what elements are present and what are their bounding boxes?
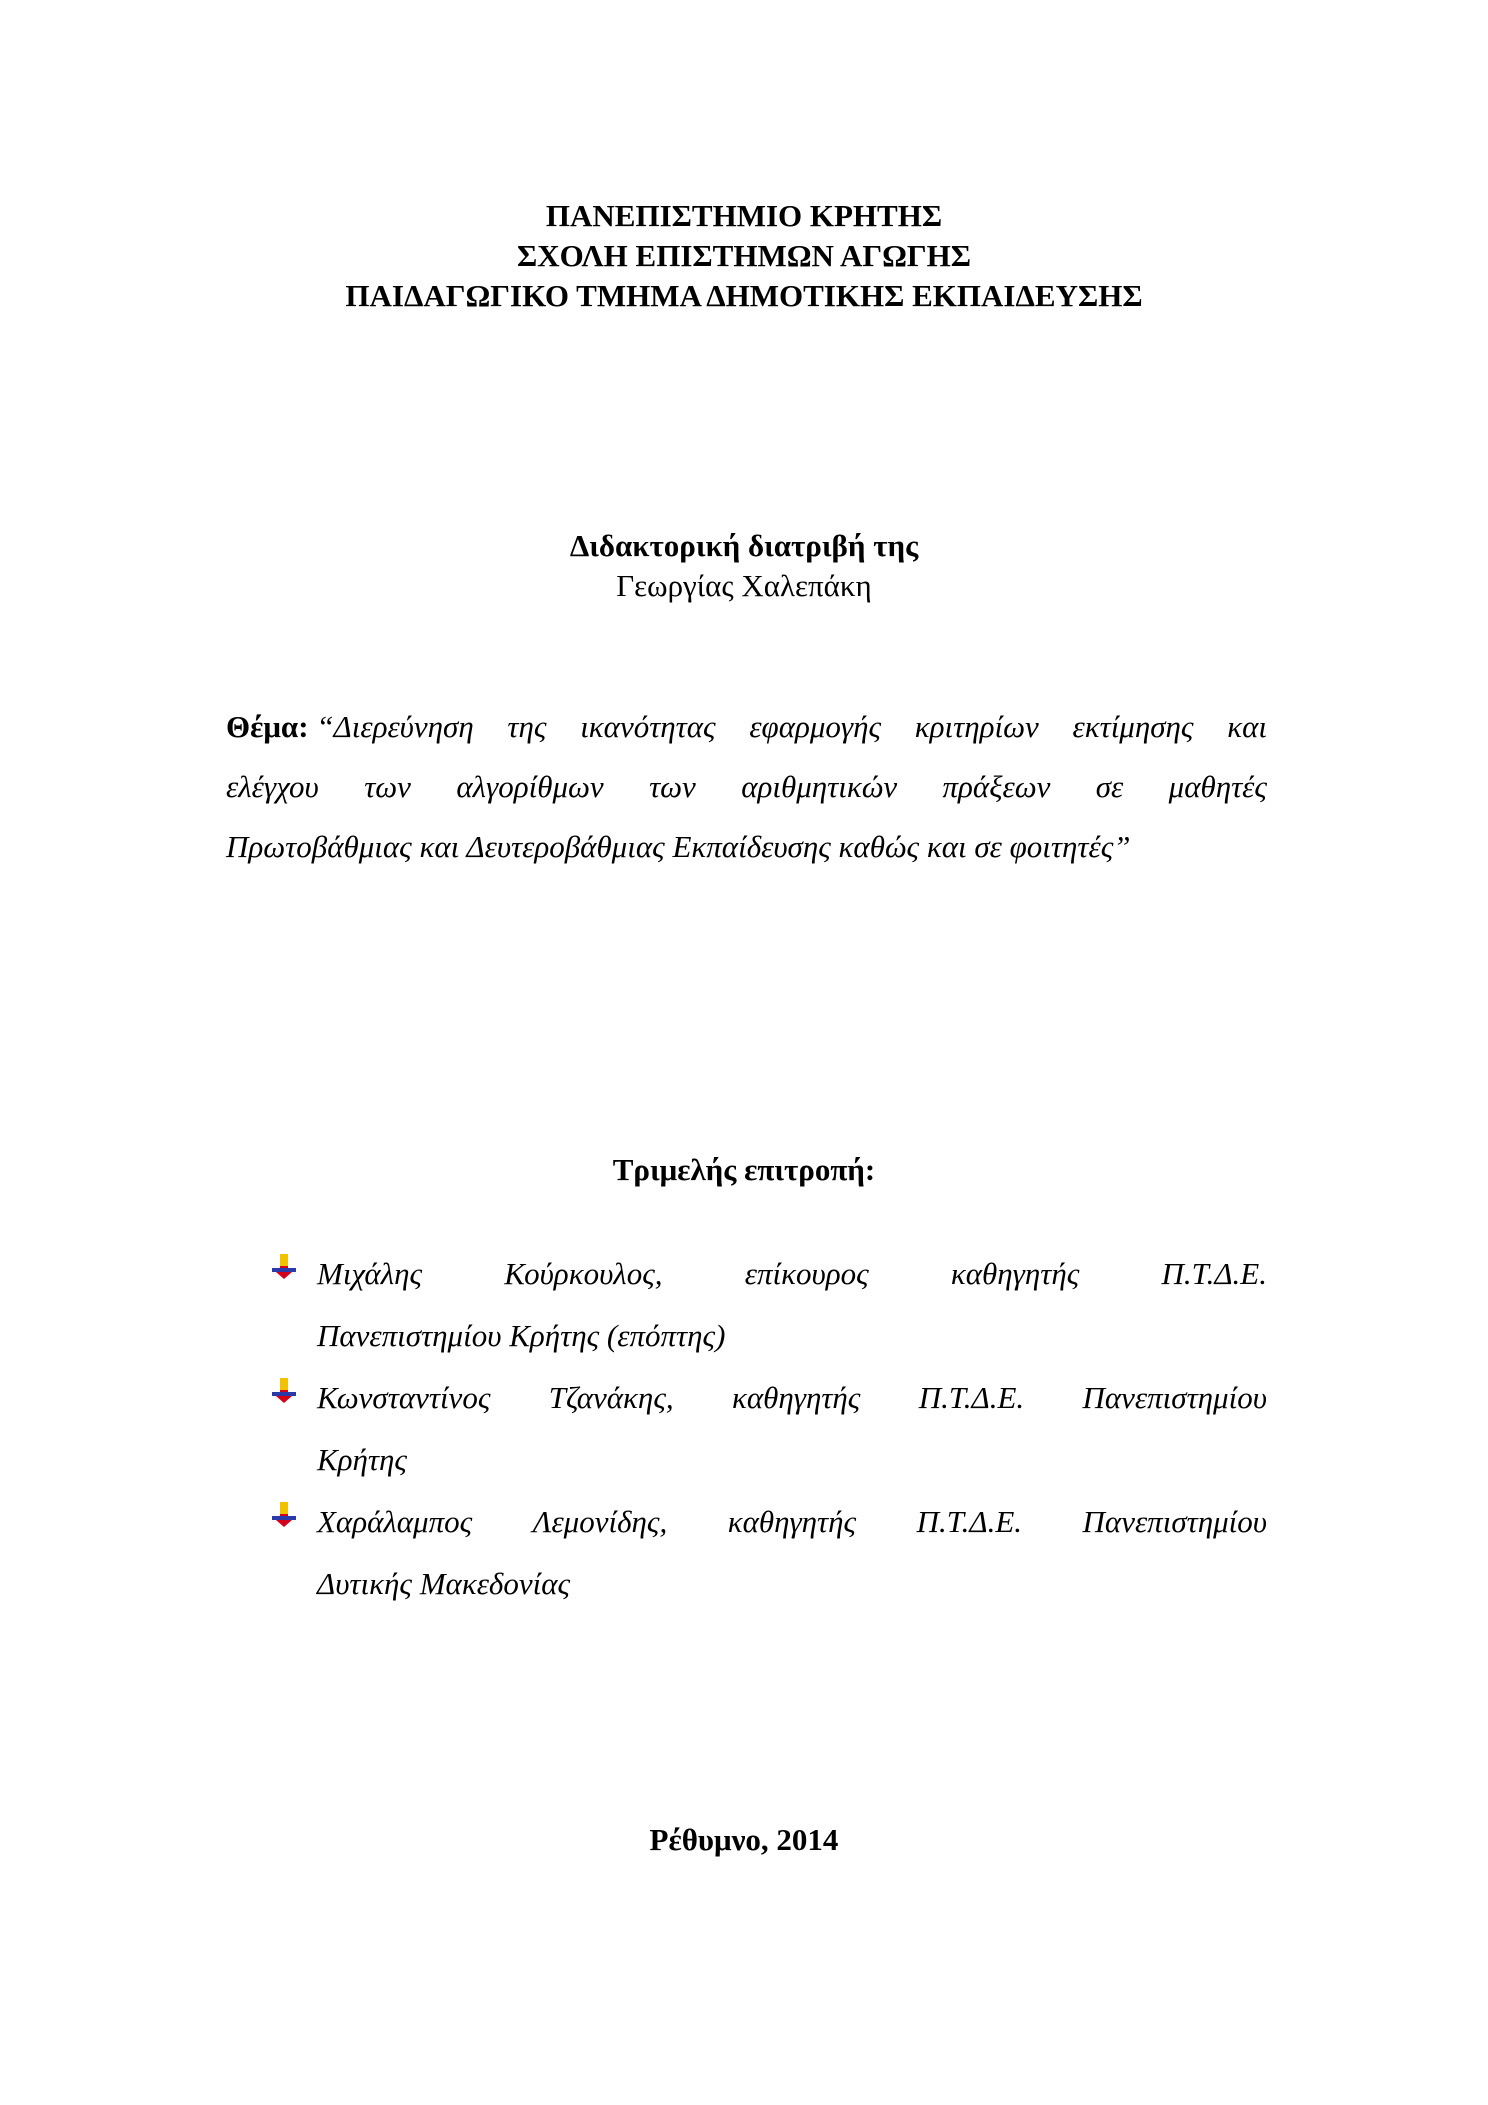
topic-word: των [364,769,411,804]
topic-label: Θέμα: [226,709,309,744]
down-arrow-bullet-icon [270,1500,298,1528]
member-affiliation: Δυτικής Μακεδονίας [317,1566,571,1601]
member-word: Π.Τ.Δ.Ε. [916,1504,1023,1539]
topic-word: αριθμητικών [741,769,898,804]
topic-line-1 [226,697,1267,757]
topic-word: σε [1095,769,1124,804]
down-arrow-bullet-icon [270,1252,298,1280]
university-name: ΠΑΝΕΠΙΣΤΗΜΙΟ ΚΡΗΤΗΣ [545,198,943,233]
topic-line-2 [226,757,1267,817]
school-name: ΣΧΟΛΗ ΕΠΙΣΤΗΜΩΝ ΑΓΩΓΗΣ [516,238,972,273]
member-word: Λεμονίδης, [532,1504,668,1539]
topic-line-3 [226,817,1267,877]
topic-word: ελέγχου [226,769,319,804]
member-word: Π.Τ.Δ.Ε. [918,1380,1025,1415]
topic-word: κριτηρίων [914,709,1039,744]
topic-word: των [649,769,696,804]
committee-member [270,1367,1267,1491]
member-word: Πανεπιστημίου [1082,1380,1267,1415]
member-word: επίκουρος [744,1256,869,1291]
committee-title: Τριμελής επιτροπή: [612,1152,876,1187]
member-line-2 [317,1553,1267,1615]
author-block [0,526,1488,606]
department-name: ΠΑΙΔΑΓΩΓΙΚΟ ΤΜΗΜΑ ΔΗΜΟΤΙΚΗΣ ΕΚΠΑΙΔΕΥΣΗΣ [345,278,1143,313]
topic-word [226,697,474,757]
member-line-2 [317,1429,1267,1491]
member-line-2 [317,1305,1267,1367]
committee-member [270,1491,1267,1615]
member-word: Χαράλαμπος [317,1504,473,1539]
member-word: καθηγητής [727,1504,857,1539]
topic-word: πράξεων [942,769,1051,804]
thesis-topic [226,697,1267,877]
place-and-date: Ρέθυμνο, 2014 [649,1822,839,1857]
member-word: Κούρκουλος, [504,1256,663,1291]
committee-members-list [270,1243,1267,1615]
member-word: Μιχάλης [317,1256,423,1291]
topic-word: εκτίμησης [1072,709,1194,744]
member-word: Κωνσταντίνος [317,1380,491,1415]
member-line-1 [317,1243,1267,1305]
topic-word: ικανότητας [580,709,716,744]
down-arrow-bullet-icon [270,1376,298,1404]
member-word: Π.Τ.Δ.Ε. [1161,1256,1267,1291]
member-word: καθηγητής [950,1256,1080,1291]
topic-word: της [507,709,547,744]
member-affiliation: Κρήτης [317,1442,407,1477]
member-affiliation: Πανεπιστημίου Κρήτης (επόπτης) [317,1318,726,1353]
thesis-type: Διδακτορική διατριβή της [569,528,919,563]
member-line-1 [317,1367,1267,1429]
topic-word: μαθητές [1168,769,1267,804]
topic-word: και [1227,709,1267,744]
member-word: καθηγητής [731,1380,861,1415]
member-line-1 [317,1491,1267,1553]
member-word: Πανεπιστημίου [1082,1504,1267,1539]
topic-word: “Διερεύνηση [316,709,474,744]
committee-member [270,1243,1267,1367]
member-word: Τζανάκης, [548,1380,674,1415]
topic-line-3-text: Πρωτοβάθμιας και Δευτεροβάθμιας Εκπαίδευσης καθώς και σε φοιτητές” [226,829,1131,864]
topic-word: εφαρμογής [749,709,882,744]
author-name: Γεωργίας Χαλεπάκη [616,568,872,603]
institution-header [0,196,1488,316]
topic-word: αλγορίθμων [456,769,604,804]
